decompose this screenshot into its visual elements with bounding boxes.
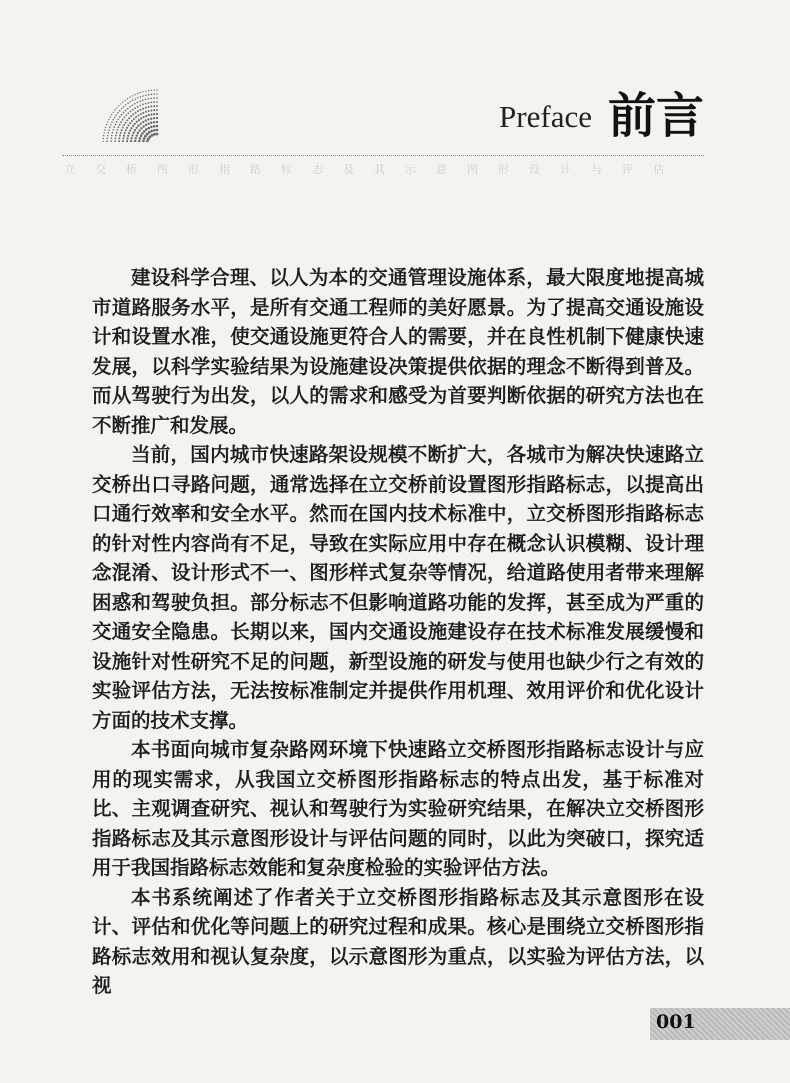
fan-dot (139, 105, 141, 107)
fan-dot (125, 100, 126, 101)
fan-dot (134, 137, 136, 139)
fan-dot (142, 91, 143, 92)
fan-dot (130, 115, 132, 117)
fan-dot (108, 129, 110, 131)
fan-dot (128, 117, 130, 119)
fan-dot (120, 132, 122, 134)
fan-dot (137, 106, 139, 108)
fan-dot (127, 135, 129, 137)
fan-dot (114, 117, 116, 119)
fan-dot (117, 129, 119, 131)
fan-dot (156, 121, 158, 123)
fan-dot (138, 119, 140, 121)
fan-dot (150, 126, 153, 129)
fan-dot (142, 112, 144, 114)
fan-dot (106, 124, 107, 125)
fan-dot (123, 112, 125, 114)
fan-dot (105, 127, 106, 128)
fan-dot (141, 132, 144, 135)
fan-dot (153, 129, 156, 132)
fan-dot (143, 116, 145, 118)
page-number-badge (650, 1008, 790, 1040)
fan-dot (107, 135, 109, 137)
fan-dot (135, 116, 137, 118)
fan-dot (135, 134, 137, 136)
fan-dot (119, 124, 121, 126)
fan-dot (122, 127, 124, 129)
fan-dot (124, 117, 126, 119)
fan-dot (150, 105, 152, 107)
fan-dot (156, 101, 158, 103)
fan-dot (127, 108, 129, 110)
fan-dot (145, 99, 147, 101)
fan-dot (122, 101, 123, 102)
fan-dot (133, 118, 135, 120)
fan-dot (132, 132, 134, 134)
fan-dot (145, 111, 147, 113)
fan-dot (131, 120, 133, 122)
fan-dot (104, 132, 105, 133)
fan-dot (150, 130, 153, 133)
fan-dot (138, 140, 141, 142)
fan-dot (115, 124, 117, 126)
fan-dot (153, 101, 155, 103)
fan-dot (111, 137, 113, 139)
fan-dot (131, 137, 133, 139)
fan-dot (110, 124, 112, 126)
fan-dot (154, 89, 155, 90)
fan-dot (138, 129, 140, 131)
decorative-dot-fan-icon (62, 86, 162, 142)
header-dotted-divider (62, 155, 704, 156)
fan-dot (123, 124, 125, 126)
fan-dot (132, 104, 134, 106)
fan-dot (151, 94, 153, 96)
fan-dot (135, 112, 137, 114)
fan-dot (148, 114, 150, 116)
fan-dot (130, 101, 132, 103)
fan-dot (137, 93, 138, 94)
fan-dot (156, 93, 158, 95)
fan-dot (142, 140, 145, 142)
fan-dot (121, 108, 123, 110)
page-number: 001 (656, 1011, 696, 1033)
fan-dot (147, 122, 149, 124)
fan-dot (142, 99, 144, 101)
fan-dot (156, 117, 158, 119)
fan-dot (115, 135, 117, 137)
fan-dot (148, 110, 150, 112)
fan-dot (142, 108, 144, 110)
fan-dot (118, 140, 120, 142)
fan-dot (156, 105, 158, 107)
fan-dot (137, 124, 139, 126)
fan-dot (151, 90, 152, 91)
fan-dot (153, 121, 155, 123)
fan-dot (145, 119, 147, 121)
fan-dot (128, 132, 130, 134)
fan-dot (125, 110, 127, 112)
fan-dot (134, 103, 136, 105)
fan-dot (143, 130, 146, 133)
fan-dot (111, 122, 113, 124)
fan-dot (125, 114, 127, 116)
fan-dot (119, 135, 121, 137)
fan-dot (134, 123, 136, 125)
fan-dot (118, 126, 120, 128)
preface-body (92, 263, 704, 1001)
fan-dot (104, 129, 105, 130)
fan-dot (117, 112, 119, 114)
fan-dot (132, 95, 133, 96)
fan-dot (126, 137, 128, 139)
fan-dot (119, 110, 121, 112)
fan-dot (137, 114, 139, 116)
paragraph-4: 本书系统阐述了作者关于立交桥图形指路标志及其示意图形在设计、评估和优化等问题上的研究过程和成果。核心是围绕立交桥图形指路标志效用和视认复杂度，以示意图形为重点，以实验为评估方法，以视 (92, 885, 704, 997)
fan-dot (130, 127, 132, 129)
fan-dot (134, 107, 136, 109)
fan-dot (156, 97, 158, 99)
fan-dot (121, 114, 123, 116)
fan-dot (142, 95, 144, 97)
fan-dot (153, 93, 155, 95)
fan-dot (129, 106, 131, 108)
fan-dot (150, 118, 152, 120)
fan-dot (124, 132, 126, 134)
fan-dot (116, 132, 118, 134)
fan-dot (120, 121, 122, 123)
fan-dot (140, 127, 142, 129)
fan-dot (122, 140, 124, 142)
fan-dot (148, 127, 151, 130)
fan-dot (156, 89, 157, 90)
fan-dot (153, 109, 155, 111)
fan-dot (156, 109, 158, 111)
book-subtitle-watermark: 立交桥图形指路标志及其示意图形设计与评估 (64, 163, 684, 176)
fan-dot (118, 105, 119, 106)
fan-dot (139, 137, 142, 140)
fan-dot (134, 94, 135, 95)
fan-dot (135, 98, 137, 100)
fan-dot (153, 125, 156, 128)
fan-dot (137, 102, 139, 104)
fan-dot (112, 129, 114, 131)
fan-dot (113, 112, 114, 113)
fan-dot (120, 103, 121, 104)
fan-dot (148, 106, 150, 108)
fan-dot (140, 117, 142, 119)
fan-dot (148, 90, 149, 91)
fan-dot (132, 99, 134, 101)
fan-dot (150, 121, 152, 123)
fan-dot (107, 138, 109, 140)
fan-dot (150, 102, 152, 104)
page-header-title (499, 88, 704, 144)
fan-dot (132, 109, 134, 111)
fan-dot (145, 107, 147, 109)
fan-dot (153, 117, 155, 119)
fan-dot (115, 114, 117, 116)
fan-dot (116, 107, 117, 108)
fan-dot (112, 132, 114, 134)
fan-dot (145, 103, 147, 105)
fan-dot (125, 129, 127, 131)
fan-dot (131, 134, 133, 136)
fan-dot (107, 121, 108, 122)
fan-dot (114, 109, 115, 110)
fan-dot (106, 140, 108, 142)
fan-dot (156, 133, 159, 136)
fan-dot (140, 123, 142, 125)
fan-dot (111, 135, 113, 137)
fan-dot (137, 132, 139, 134)
paragraph-1: 建设科学合理、以人为本的交通管理设施体系，最大限度地提高城市道路服务水平，是所有交通工程师的美好愿景。为了提高交通设施设计和设置水准，使交通设施更符合人的需要，并在良性机制下健康快速发展，以科学实验结果为设施建设决策提供依据的理念不断得到普及。而从驾驶行为出发，以人的需求和感受为首要判断依据的研究方法也在不断推广和发展。 (92, 266, 704, 437)
fan-dot (145, 95, 147, 97)
fan-dot (145, 115, 147, 117)
fan-dot (125, 122, 127, 124)
fan-dot (129, 97, 130, 98)
fan-dot (127, 112, 129, 114)
fan-dot (110, 116, 111, 117)
paragraph-3: 本书面向城市复杂路网环境下快速路立交桥图形指路标志设计与应用的现实需求，从我国立交桥图形指路标志的特点出发，基于标准对比、主观调查研究、视认和驾驶行为实验研究结果，在解决立交桥图形指路标志及其示意图形设计与评估问题的同时，以此为突破口，探究适用于我国指路标志效能和复杂度检验的实验评估方法。 (92, 738, 704, 879)
fan-dot (140, 92, 141, 93)
fan-dot (119, 116, 121, 118)
fan-dot (153, 97, 155, 99)
fan-dot (132, 113, 134, 115)
fan-dot (125, 104, 127, 106)
fan-dot (127, 102, 129, 104)
fan-dot (150, 109, 152, 111)
fan-dot (121, 129, 123, 131)
paragraph-2: 当前，国内城市快速路架设规模不断扩大，各城市为解决快速路立交桥出口寻路问题，通常选择在立交桥前设置图形指路标志，以提高出口通行效率和安全水平。然而在国内技术标准中，立交桥图形指路标志的针对性内容尚有不足，导致在实际应用中存在概念认识模糊、设计理念混淆、设计形式不一、图形样式复杂等情况，给道路使用者带来理解困惑和驾驶负担。部分标志不但影响道路功能的发挥，甚至成为严重的交通安全隐患。长期以来，国内交通设施建设存在技术标准发展缓慢和设施针对性研究不足的问题，新型设施的研发与使用也缺少行之有效的实验评估方法，无法按标准制定并提供作用机理、效用评价和优化设计方面的技术支撑。 (92, 443, 704, 732)
fan-dot (115, 137, 117, 139)
fan-dot (148, 98, 150, 100)
fan-dot (139, 100, 141, 102)
fan-dot (122, 119, 124, 121)
fan-dot (148, 131, 151, 134)
fan-dot (123, 135, 125, 137)
fan-dot (153, 113, 155, 115)
fan-dot (137, 110, 139, 112)
fan-dot (145, 124, 147, 126)
fan-dot (122, 137, 124, 139)
fan-dot (108, 132, 110, 134)
fan-dot (134, 140, 136, 142)
fan-dot (127, 124, 129, 126)
fan-dot (111, 114, 112, 115)
fan-dot (140, 109, 142, 111)
fan-dot (103, 135, 104, 136)
fan-dot (140, 113, 142, 115)
fan-dot (103, 138, 104, 139)
fan-dot (102, 141, 103, 142)
title-chinese: 前言 (607, 88, 704, 144)
fan-dot (136, 121, 138, 123)
fan-dot (127, 98, 128, 99)
fan-dot (126, 140, 128, 142)
fan-dot (117, 119, 119, 121)
fan-dot (130, 111, 132, 113)
fan-dot (126, 127, 128, 129)
fan-dot (130, 140, 132, 142)
fan-dot (150, 113, 152, 115)
fan-dot (156, 125, 159, 128)
fan-dot (118, 137, 120, 139)
fan-dot (110, 140, 112, 142)
fan-dot (134, 129, 136, 131)
fan-dot (114, 140, 116, 142)
fan-dot (123, 106, 125, 108)
fan-dot (116, 121, 118, 123)
fan-dot (150, 98, 152, 100)
fan-dot (108, 119, 109, 120)
fan-dot (142, 125, 144, 127)
fan-dot (145, 91, 146, 92)
fan-dot (153, 133, 156, 136)
fan-dot (109, 127, 111, 129)
fan-dot (126, 119, 128, 121)
fan-dot (153, 105, 155, 107)
fan-dot (142, 104, 144, 106)
fan-dot (156, 113, 158, 115)
fan-dot (112, 119, 114, 121)
fan-dot (147, 118, 149, 120)
fan-dot (148, 94, 150, 96)
fan-dot (129, 130, 131, 132)
fan-dot (140, 96, 142, 98)
fan-dot (143, 137, 146, 140)
fan-dot (156, 129, 159, 132)
fan-dot (148, 102, 150, 104)
fan-dot (137, 97, 139, 99)
fan-dot (136, 127, 138, 129)
fan-dot (142, 121, 144, 123)
fan-dot (113, 126, 115, 128)
title-english: Preface (499, 99, 592, 134)
fan-dot (132, 125, 134, 127)
fan-dot (145, 128, 148, 131)
fan-dot (129, 122, 131, 124)
fan-dot (140, 135, 143, 138)
